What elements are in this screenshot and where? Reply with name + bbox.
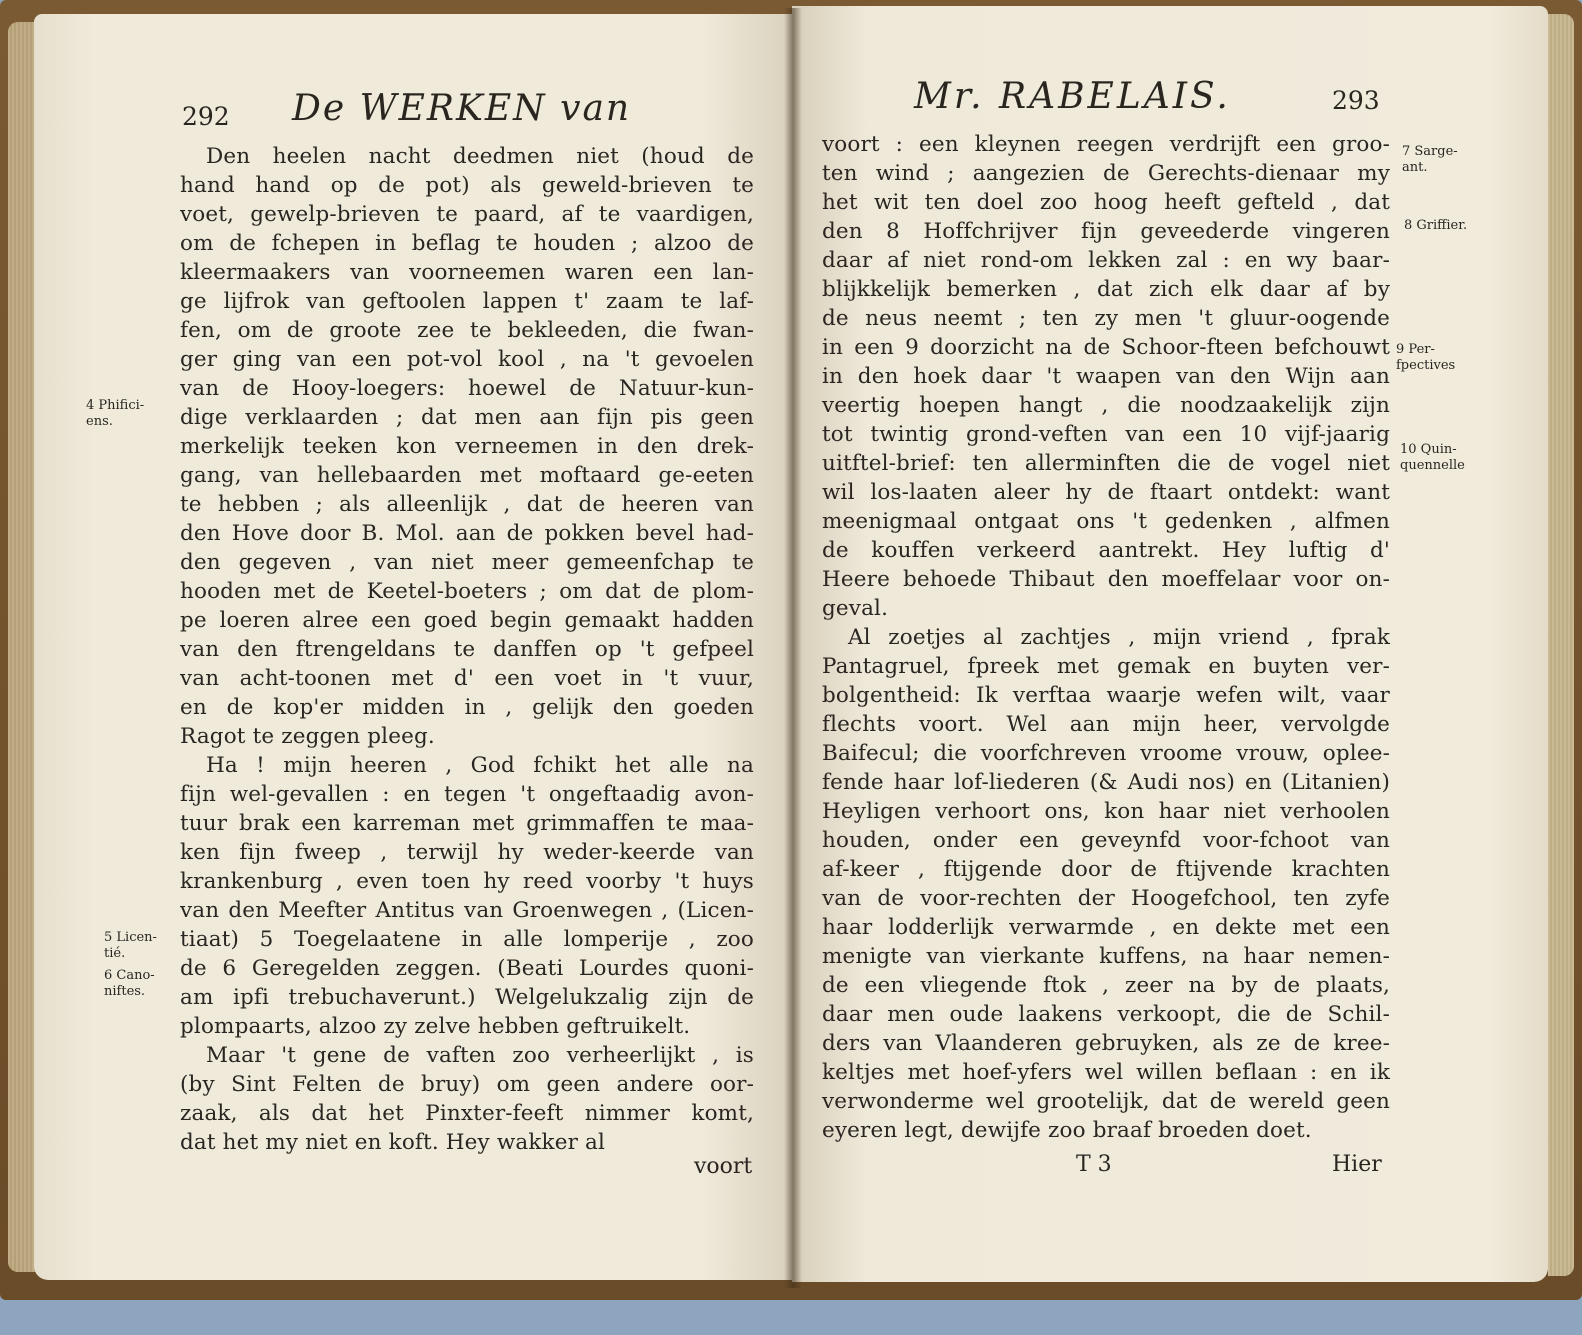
margin-note-text: 10 Quin- [1400, 442, 1457, 457]
text-line: de neus neemt ; ten zy men 't gluur-oogende [822, 306, 1390, 331]
text-line: en de kop'er midden in , gelijk den goeden [180, 695, 754, 720]
left-page [34, 14, 792, 1280]
text-line: flechts voort. Wel aan mijn heer, vervolgde [822, 712, 1390, 737]
text-line: de kouffen verkeerd aantrekt. Hey luftig d' [822, 538, 1390, 563]
text-line: pe loeren alree een goed begin gemaakt hadden [180, 608, 754, 633]
margin-note-text: fpectives [1396, 358, 1456, 373]
text-line: blijkkelijk bemerken , dat zich elk daar af by [822, 277, 1390, 302]
margin-note-6 [104, 968, 155, 1000]
margin-note-text: ant. [1402, 160, 1428, 175]
margin-note-text: tié. [104, 946, 126, 961]
left-catchword: voort [694, 1154, 753, 1179]
right-signature-mark: T 3 [1076, 1152, 1112, 1177]
text-line: Al zoetjes al zachtjes , mijn vriend , fprak [848, 625, 1390, 650]
text-line: den gegeven , van niet meer gemeenfchap te [180, 550, 754, 575]
text-line: fen, om de groote zee te bekleeden, die fwan- [180, 318, 754, 343]
text-line: de 6 Geregelden zeggen. (Beati Lourdes quoni- [180, 956, 754, 981]
text-line: meenigmaal ontgaat ons 't gedenken , alfmen [822, 509, 1390, 534]
text-line: tuur brak een karreman met grimmaffen te maa- [180, 811, 754, 836]
text-line: Pantagruel, fpreek met gemak en buyten ver- [822, 654, 1390, 679]
text-line: den Hove door B. Mol. aan de pokken bevel had- [180, 521, 754, 546]
margin-note-text: 5 Licen- [104, 930, 157, 945]
text-line: van acht-toonen met d' een voet in 't vuur, [180, 666, 754, 691]
margin-note-text: 4 Phifici- [86, 398, 145, 413]
margin-note-text: 8 Griffier. [1404, 218, 1468, 233]
text-line: Baifecul; die voorfchreven vroome vrouw, oplee- [822, 741, 1390, 766]
text-line: Ha ! mijn heeren , God fchikt het alle na [206, 753, 754, 778]
text-line: de een vliegende ftok , zeer na by de plaats, [822, 973, 1390, 998]
text-line: in den hoek daar 't waapen van den Wijn aan [822, 364, 1390, 389]
right-page [792, 6, 1548, 1282]
margin-note-text: 7 Sarge- [1402, 144, 1458, 159]
margin-note-text: ens. [86, 414, 113, 429]
margin-note-text: niftes. [104, 984, 146, 999]
margin-note-4 [86, 398, 144, 430]
margin-note-10 [1400, 442, 1465, 474]
text-line: van de voor-rechten der Hoogefchool, ten zyfe [822, 886, 1390, 911]
text-line: geval. [822, 596, 889, 621]
text-line: voort : een kleynen reegen verdrijft een groo- [822, 132, 1390, 157]
margin-note-9 [1396, 342, 1455, 374]
page-edge-right [1548, 14, 1574, 1276]
text-line: keltjes met hoef-yfers wel willen beflaan : en ik [822, 1060, 1390, 1085]
text-line: tot twintig grond-veften van een 10 vijf-jaarig [822, 422, 1390, 447]
spine-shadow [784, 8, 802, 1288]
text-line: fende haar lof-liederen (& Audi nos) en (Litanien) [822, 770, 1390, 795]
text-line: menigte van vierkante kuffens, na haar nemen- [822, 944, 1390, 969]
text-line: fijn wel-gevallen : en tegen 't ongeftaadig avon- [180, 782, 754, 807]
text-line: bolgentheid: Ik verftaa waarje wefen wilt, vaar [822, 683, 1390, 708]
text-line: (by Sint Felten de bruy) om geen andere oor- [180, 1072, 754, 1097]
text-line: plompaarts, alzoo zy zelve hebben geftruikelt. [180, 1014, 691, 1039]
text-line: Den heelen nacht deedmen niet (houd de [206, 144, 754, 169]
page-edge-left [8, 22, 36, 1272]
text-line: tiaat) 5 Toegelaatene in alle lomperije , zoo [180, 927, 754, 952]
right-page-number: 293 [1332, 86, 1380, 115]
left-body-text [180, 142, 754, 1157]
margin-note-text: 9 Per- [1396, 342, 1435, 357]
text-line: wil los-laaten aleer hy de ftaart ontdekt: want [822, 480, 1390, 505]
margin-note-5 [104, 930, 157, 962]
text-line: hooden met de Keetel-boeters ; om dat de plom- [180, 579, 754, 604]
text-line: daar men oude laakens verkoopt, die de Schil- [822, 1002, 1390, 1027]
text-line: verwonderme wel grootelijk, dat de wereld geen [822, 1089, 1390, 1114]
text-line: van den Meefter Antitus van Groenwegen , (Licen- [180, 898, 754, 923]
text-line: af-keer , ftijgende door de ftijvende krachten [822, 857, 1390, 882]
text-line: uitftel-brief: ten allerminften die de vogel niet [822, 451, 1390, 476]
text-line: Heere behoede Thibaut den moeffelaar voor on- [822, 567, 1390, 592]
text-line: dat het my niet en koft. Hey wakker al [180, 1130, 605, 1155]
text-line: ge lijfrok van geftoolen lappen t' zaam te laf- [180, 289, 754, 314]
text-line: krankenburg , even toen hy reed voorby 't huys [180, 869, 754, 894]
text-line: den 8 Hoffchrijver fijn geveederde vingeren [822, 219, 1390, 244]
text-line: ten wind ; aangezien de Gerechts-dienaar my [822, 161, 1390, 186]
text-line: daar af niet rond-om lekken zal : en wy baar- [822, 248, 1390, 273]
text-line: in een 9 doorzicht na de Schoor-fteen befchouwt [822, 335, 1390, 360]
left-page-number: 292 [182, 102, 230, 131]
text-line: kleermaakers van voorneemen waren een lan- [180, 260, 754, 285]
text-line: gang, van hellebaarden met moftaard ge-eeten [180, 463, 754, 488]
right-running-head: Mr. RABELAIS. [914, 76, 1231, 117]
text-line: voet, gewelp-brieven te paard, af te vaardigen, [180, 202, 754, 227]
text-line: hand hand op de pot) als geweld-brieven te [180, 173, 754, 198]
text-line: te hebben ; als alleenlijk , dat de heeren van [180, 492, 754, 517]
text-line: van den ftrengeldans te danffen op 't gefpeel [180, 637, 754, 662]
right-body-text [822, 130, 1390, 1145]
margin-note-8 [1404, 218, 1467, 234]
text-line: eyeren legt, dewijfe zoo braaf broeden doet. [822, 1118, 1312, 1143]
margin-note-text: 6 Cano- [104, 968, 155, 983]
text-line: Ragot te zeggen pleeg. [180, 724, 435, 749]
text-line: het wit ten doel zoo hoog heeft gefteld , dat [822, 190, 1390, 215]
text-line: veertig hoepen hangt , die noodzaakelijk zijn [822, 393, 1390, 418]
text-line: am ipfi trebuchaverunt.) Welgelukzalig zijn de [180, 985, 754, 1010]
text-line: ders van Vlaanderen gebruyken, als ze de kree- [822, 1031, 1390, 1056]
text-line: haar lodderlijk verwarmde , en dekte met een [822, 915, 1390, 940]
text-line: zaak, als dat het Pinxter-feeft nimmer komt, [180, 1101, 754, 1126]
text-line: ken fijn fweep , terwijl hy weder-keerde van [180, 840, 754, 865]
text-line: Maar 't gene de vaften zoo verheerlijkt , is [206, 1043, 754, 1068]
right-catchword: Hier [1332, 1152, 1382, 1177]
text-line: van de Hooy-loegers: hoewel de Natuur-kun- [180, 376, 754, 401]
text-line: houden, onder een geveynfd voor-fchoot van [822, 828, 1390, 853]
text-line: merkelijk teeken kon verneemen in den drek- [180, 434, 754, 459]
text-line: dige verklaarden ; dat men aan fijn pis geen [180, 405, 754, 430]
margin-note-text: quennelle [1400, 458, 1465, 473]
margin-note-7 [1402, 144, 1458, 176]
text-line: Heyligen verhoort ons, kon haar niet verhoolen [822, 799, 1390, 824]
text-line: om de fchepen in beflag te houden ; alzoo de [180, 231, 754, 256]
text-line: ger ging van een pot-vol kool , na 't gevoelen [180, 347, 754, 372]
left-running-head: De WERKEN van [292, 88, 632, 129]
